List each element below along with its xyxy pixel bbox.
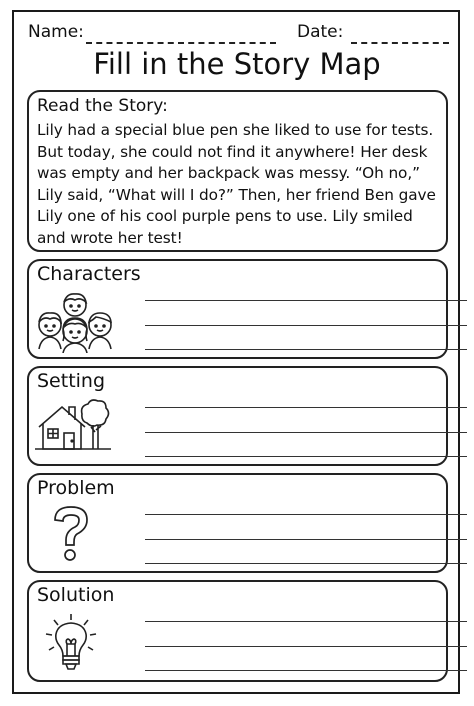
setting-label: Setting	[37, 370, 106, 392]
solution-label: Solution	[37, 584, 115, 606]
date-label: Date:	[297, 22, 344, 42]
setting-line-1[interactable]	[145, 407, 467, 408]
solution-box	[27, 580, 448, 682]
name-label: Name:	[28, 22, 84, 42]
lightbulb-icon	[41, 610, 101, 680]
question-mark-icon	[51, 505, 91, 569]
characters-line-3[interactable]	[145, 349, 467, 350]
solution-line-2[interactable]	[145, 646, 467, 647]
setting-line-2[interactable]	[145, 432, 467, 433]
date-field[interactable]	[351, 42, 449, 44]
setting-line-3[interactable]	[145, 456, 467, 457]
characters-label: Characters	[37, 263, 141, 285]
story-label: Read the Story:	[37, 96, 168, 116]
story-text: Lily had a special blue pen she liked to use for tests. But today, she could not find it anywhere! Her desk was empty and her backpack was messy. “Oh no,” Lily said, “What will I do?” Then, her friend Ben gave Lily one of his cool purple pens to use. Lily smiled and wrote her test!	[37, 121, 436, 247]
characters-line-2[interactable]	[145, 325, 467, 326]
solution-line-1[interactable]	[145, 621, 467, 622]
problem-line-3[interactable]	[145, 563, 467, 564]
problem-label: Problem	[37, 477, 115, 499]
problem-line-1[interactable]	[145, 514, 467, 515]
page-title: Fill in the Story Map	[93, 47, 381, 81]
problem-box	[27, 473, 448, 573]
children-faces-icon	[33, 291, 117, 357]
solution-line-3[interactable]	[145, 670, 467, 671]
name-field[interactable]	[86, 42, 276, 44]
setting-box	[27, 366, 448, 466]
characters-line-1[interactable]	[145, 300, 467, 301]
header-row	[24, 22, 450, 48]
problem-line-2[interactable]	[145, 539, 467, 540]
characters-box	[27, 259, 448, 359]
house-tree-icon	[35, 399, 111, 461]
story-box	[27, 90, 448, 252]
